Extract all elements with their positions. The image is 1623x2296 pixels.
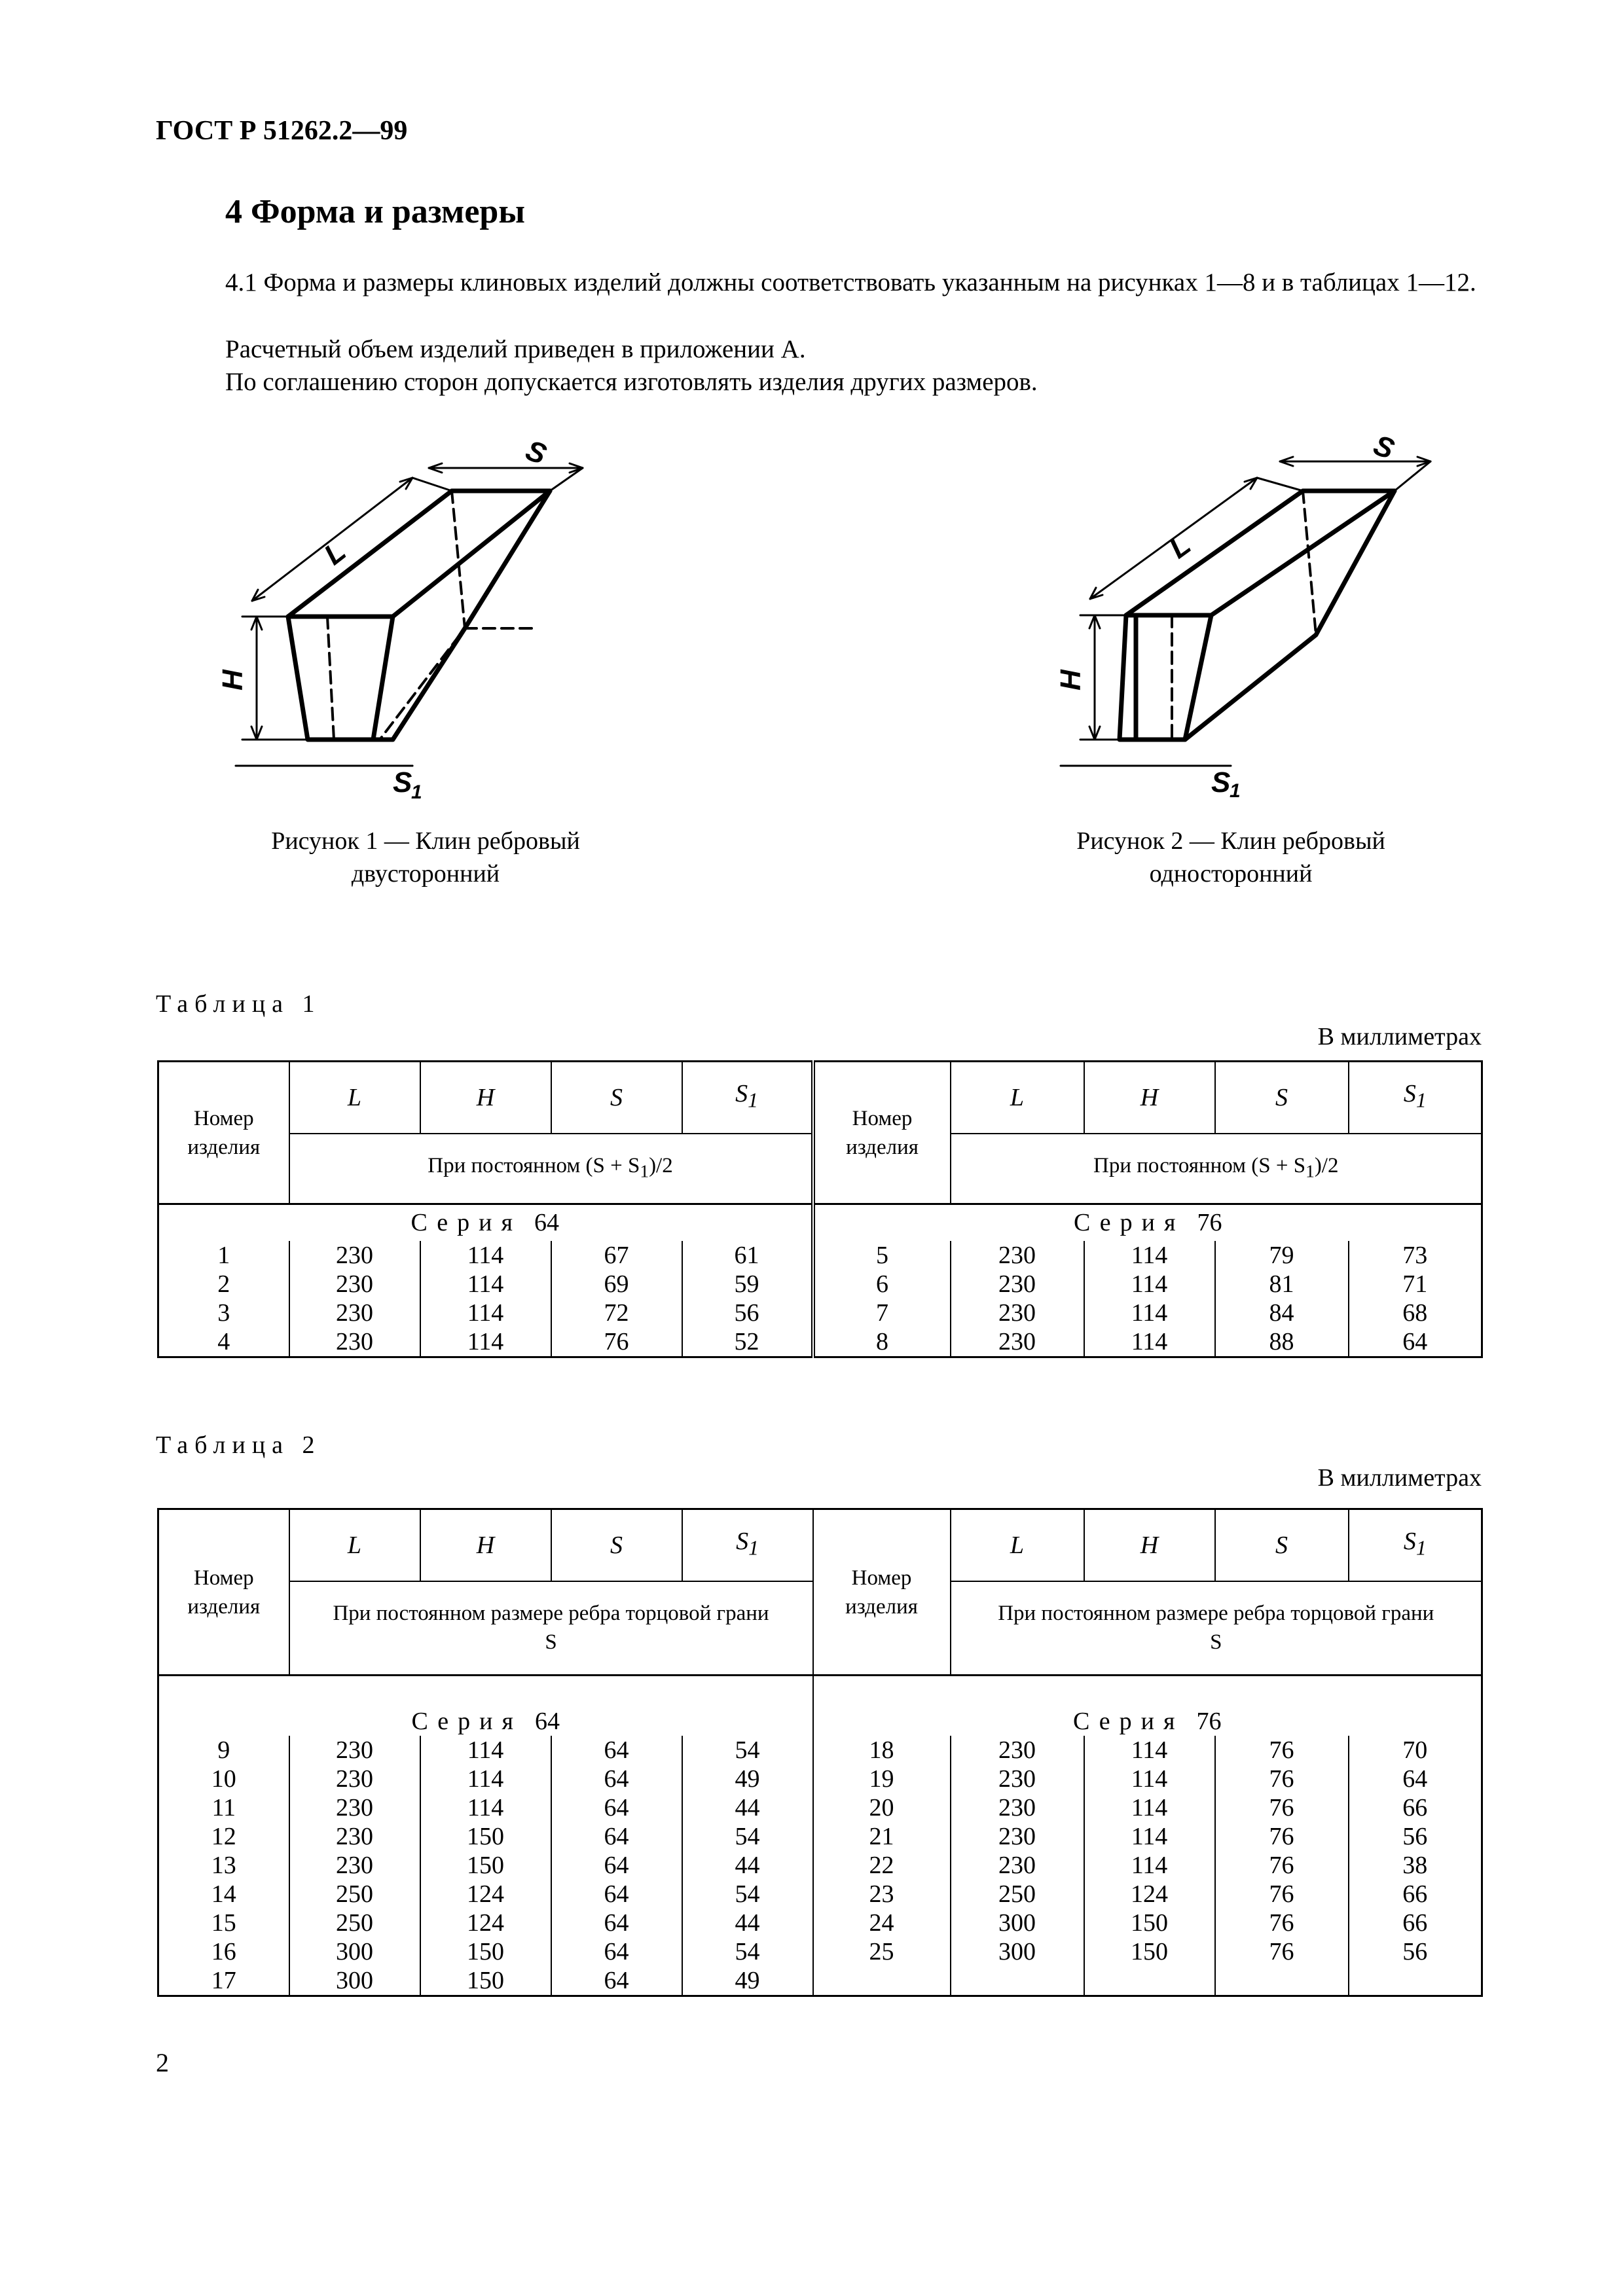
table-cell: 1 [158, 1241, 289, 1270]
table-cell: 150 [420, 1966, 551, 1996]
header-L: L [289, 1509, 420, 1581]
header-S1: $S_1$ [682, 1509, 813, 1581]
table-cell: 150 [1084, 1909, 1215, 1937]
table-cell: 44 [682, 1793, 813, 1822]
table-cell: 64 [551, 1909, 682, 1937]
table-cell: 230 [289, 1822, 420, 1851]
figure-1-caption-line2: двусторонний [351, 860, 500, 888]
table-cell: 66 [1349, 1793, 1482, 1822]
table-cell: 9 [158, 1736, 289, 1765]
table-cell: 66 [1349, 1880, 1482, 1909]
table-cell [1349, 1966, 1482, 1996]
header-item-number: Номер изделия [158, 1062, 289, 1204]
table-cell: 54 [682, 1937, 813, 1966]
table-cell: 124 [420, 1880, 551, 1909]
table-cell: 230 [951, 1793, 1084, 1822]
table-cell: 10 [158, 1765, 289, 1793]
table-cell: 114 [420, 1793, 551, 1822]
table-cell: 18 [813, 1736, 951, 1765]
table-row [158, 1327, 1482, 1357]
section-title: 4 Форма и размеры [225, 193, 525, 230]
table-cell: 230 [951, 1241, 1084, 1270]
table-cell: 114 [1084, 1851, 1215, 1880]
header-L-right: L [951, 1509, 1084, 1581]
subheader-left: При постоянном $(S + S_1)/2$ [289, 1134, 813, 1204]
header-H-right: H [1084, 1509, 1215, 1581]
label-S1-sub: 1 [1230, 780, 1241, 798]
table-1-units: В миллиметрах [1317, 1023, 1482, 1050]
table-cell: 64 [551, 1937, 682, 1966]
table-cell: 88 [1215, 1327, 1349, 1357]
table-cell [1215, 1966, 1349, 1996]
table-cell: 230 [289, 1327, 420, 1357]
header-S1: $S_1$ [682, 1062, 813, 1134]
table-cell: 19 [813, 1765, 951, 1793]
table-2 [157, 1508, 1483, 1997]
table-row [158, 1793, 1482, 1822]
table-cell: 230 [951, 1270, 1084, 1299]
table-cell [1084, 1966, 1215, 1996]
table-row [158, 1909, 1482, 1937]
table-cell: 64 [551, 1822, 682, 1851]
table-cell: 64 [551, 1880, 682, 1909]
table-cell: 8 [813, 1327, 951, 1357]
table-cell: 64 [1349, 1327, 1482, 1357]
table-row [158, 1736, 1482, 1765]
table-cell: 114 [1084, 1793, 1215, 1822]
table-cell: 250 [289, 1880, 420, 1909]
series-label-right: Серия 76 [813, 1204, 1482, 1241]
table-cell: 150 [1084, 1937, 1215, 1966]
figure-2-caption [1002, 825, 1460, 890]
table-cell: 21 [813, 1822, 951, 1851]
header-H-right: H [1084, 1062, 1215, 1134]
table-cell: 230 [951, 1736, 1084, 1765]
page-number: 2 [156, 2048, 169, 2077]
header-L: L [289, 1062, 420, 1134]
table-cell: 81 [1215, 1270, 1349, 1299]
table-cell: 7 [813, 1299, 951, 1327]
series-label-left: Серия 64 [158, 1676, 813, 1736]
header-H: H [420, 1509, 551, 1581]
table-2-units: В миллиметрах [1317, 1464, 1482, 1492]
table-cell: 114 [420, 1736, 551, 1765]
table-cell: 300 [951, 1909, 1084, 1937]
table-cell: 49 [682, 1966, 813, 1996]
table-cell: 64 [1349, 1765, 1482, 1793]
table-2-label: Таблица 2 [156, 1431, 321, 1459]
table-cell: 230 [289, 1299, 420, 1327]
header-L-right: L [951, 1062, 1084, 1134]
table-cell: 230 [289, 1241, 420, 1270]
header-S-right: S [1215, 1062, 1349, 1134]
paragraph-4-1: 4.1 Форма и размеры клиновых изделий должны соответствовать указанным на рисунках 1—8 и в таблицах 1—12. [225, 268, 1476, 296]
series-label-left: Серия 64 [158, 1204, 813, 1241]
table-cell: 56 [682, 1299, 813, 1327]
table-row [158, 1241, 1482, 1270]
label-H: H [217, 670, 249, 691]
table-cell: 11 [158, 1793, 289, 1822]
subheader-right: При постоянном $(S + S_1)/2$ [951, 1134, 1482, 1204]
table-cell: 73 [1349, 1241, 1482, 1270]
table-cell: 124 [420, 1909, 551, 1937]
figure-1-drawing [216, 432, 622, 798]
top-edge [393, 491, 550, 617]
table-cell: 25 [813, 1937, 951, 1966]
table-cell: 250 [289, 1909, 420, 1937]
table-cell: 114 [1084, 1299, 1215, 1327]
table-cell: 59 [682, 1270, 813, 1299]
table-row [158, 1851, 1482, 1880]
table-cell: 76 [1215, 1736, 1349, 1765]
table-cell: 230 [289, 1765, 420, 1793]
subheader-right: При постоянном размере ребра торцовой грани S [951, 1581, 1482, 1676]
label-H: H [1055, 670, 1087, 691]
header-item-number-right: Номер изделия [813, 1062, 951, 1204]
table-cell: 20 [813, 1793, 951, 1822]
table-cell: 300 [289, 1966, 420, 1996]
table-1 [157, 1060, 1483, 1358]
table-cell: 52 [682, 1327, 813, 1357]
figure-2-caption-line1: Рисунок 2 — Клин ребровый [1076, 827, 1385, 855]
table-cell: 114 [420, 1270, 551, 1299]
label-S1-sub: 1 [411, 781, 422, 798]
paragraph-volume: Расчетный объем изделий приведен в приложении А. [225, 335, 806, 363]
label-L: L [1163, 528, 1197, 565]
header-S: S [551, 1509, 682, 1581]
table-cell: 124 [1084, 1880, 1215, 1909]
table-cell: 76 [1215, 1909, 1349, 1937]
table-cell: 150 [420, 1937, 551, 1966]
table-cell: 22 [813, 1851, 951, 1880]
table-row [158, 1966, 1482, 1996]
table-cell: 230 [289, 1851, 420, 1880]
header-S: S [551, 1062, 682, 1134]
table-cell: 300 [951, 1937, 1084, 1966]
table-cell: 12 [158, 1822, 289, 1851]
table-cell: 49 [682, 1765, 813, 1793]
table-cell: 114 [420, 1327, 551, 1357]
paragraph-agreement: По соглашению сторон допускается изготовлять изделия других размеров. [225, 368, 1038, 396]
table-cell: 230 [289, 1736, 420, 1765]
table-cell: 114 [420, 1299, 551, 1327]
table-cell: 300 [289, 1937, 420, 1966]
header-H: H [420, 1062, 551, 1134]
table-cell: 114 [420, 1241, 551, 1270]
series-label-right: Серия 76 [813, 1676, 1482, 1736]
table-cell: 44 [682, 1851, 813, 1880]
label-L: L [318, 535, 352, 571]
label-S: S [1369, 429, 1398, 466]
header-S-right: S [1215, 1509, 1349, 1581]
table-cell: 71 [1349, 1270, 1482, 1299]
table-cell: 230 [951, 1765, 1084, 1793]
figure-1-caption-line1: Рисунок 1 — Клин ребровый [271, 827, 580, 855]
table-cell: 56 [1349, 1822, 1482, 1851]
table-cell: 24 [813, 1909, 951, 1937]
table-cell: 230 [289, 1793, 420, 1822]
table-cell: 2 [158, 1270, 289, 1299]
table-cell: 13 [158, 1851, 289, 1880]
table-cell: 230 [951, 1327, 1084, 1357]
table-cell: 66 [1349, 1909, 1482, 1937]
table-cell: 64 [551, 1736, 682, 1765]
table-cell: 3 [158, 1299, 289, 1327]
subheader-left: При постоянном размере ребра торцовой грани S [289, 1581, 813, 1676]
table-cell: 230 [951, 1851, 1084, 1880]
table-cell: 76 [1215, 1793, 1349, 1822]
table-cell: 67 [551, 1241, 682, 1270]
header-S1-right: $S_1$ [1349, 1062, 1482, 1134]
header-item-number: Номер изделия [158, 1509, 289, 1676]
table-row [158, 1937, 1482, 1966]
table-row [158, 1270, 1482, 1299]
table-cell: 230 [951, 1299, 1084, 1327]
table-cell: 38 [1349, 1851, 1482, 1880]
table-cell: 114 [420, 1765, 551, 1793]
table-cell: 64 [551, 1765, 682, 1793]
table-cell: 56 [1349, 1937, 1482, 1966]
table-cell: 114 [1084, 1327, 1215, 1357]
table-cell: 114 [1084, 1736, 1215, 1765]
table-cell: 79 [1215, 1241, 1349, 1270]
table-cell: 6 [813, 1270, 951, 1299]
table-cell: 64 [551, 1966, 682, 1996]
table-cell: 76 [551, 1327, 682, 1357]
table-cell: 15 [158, 1909, 289, 1937]
table-cell: 76 [1215, 1822, 1349, 1851]
table-cell: 54 [682, 1822, 813, 1851]
table-cell: 76 [1215, 1765, 1349, 1793]
table-cell: 68 [1349, 1299, 1482, 1327]
table-cell: 14 [158, 1880, 289, 1909]
figure-2-drawing [1021, 419, 1453, 798]
table-row [158, 1822, 1482, 1851]
table-1-label: Таблица 1 [156, 990, 321, 1018]
table-cell: 114 [1084, 1765, 1215, 1793]
figure-2-caption-line2: односторонний [1149, 860, 1313, 888]
table-cell: 44 [682, 1909, 813, 1937]
table-cell: 114 [1084, 1822, 1215, 1851]
table-row [158, 1765, 1482, 1793]
table-row [158, 1880, 1482, 1909]
standard-number: ГОСТ Р 51262.2—99 [156, 116, 408, 146]
table-cell: 54 [682, 1736, 813, 1765]
table-cell: 84 [1215, 1299, 1349, 1327]
table-cell [813, 1966, 951, 1996]
table-cell: 250 [951, 1880, 1084, 1909]
table-cell: 76 [1215, 1880, 1349, 1909]
figure-1-caption [196, 825, 655, 890]
table-cell: 23 [813, 1880, 951, 1909]
table-cell: 5 [813, 1241, 951, 1270]
table-cell: 114 [1084, 1241, 1215, 1270]
table-cell: 16 [158, 1937, 289, 1966]
table-row [158, 1299, 1482, 1327]
table-cell: 64 [551, 1793, 682, 1822]
table-cell: 76 [1215, 1937, 1349, 1966]
label-S1: S [1211, 766, 1231, 798]
label-S: S [521, 434, 551, 471]
header-item-number-right: Номер изделия [813, 1509, 951, 1676]
header-S1-right: $S_1$ [1349, 1509, 1482, 1581]
table-cell: 70 [1349, 1736, 1482, 1765]
table-cell: 114 [1084, 1270, 1215, 1299]
table-cell: 64 [551, 1851, 682, 1880]
table-cell: 76 [1215, 1851, 1349, 1880]
table-cell: 230 [289, 1270, 420, 1299]
table-cell: 61 [682, 1241, 813, 1270]
table-cell: 230 [951, 1822, 1084, 1851]
label-S1: S [393, 766, 412, 798]
table-cell: 69 [551, 1270, 682, 1299]
table-cell: 54 [682, 1880, 813, 1909]
table-cell: 150 [420, 1822, 551, 1851]
table-cell: 72 [551, 1299, 682, 1327]
table-cell: 150 [420, 1851, 551, 1880]
table-cell [951, 1966, 1084, 1996]
table-cell: 17 [158, 1966, 289, 1996]
table-cell: 4 [158, 1327, 289, 1357]
